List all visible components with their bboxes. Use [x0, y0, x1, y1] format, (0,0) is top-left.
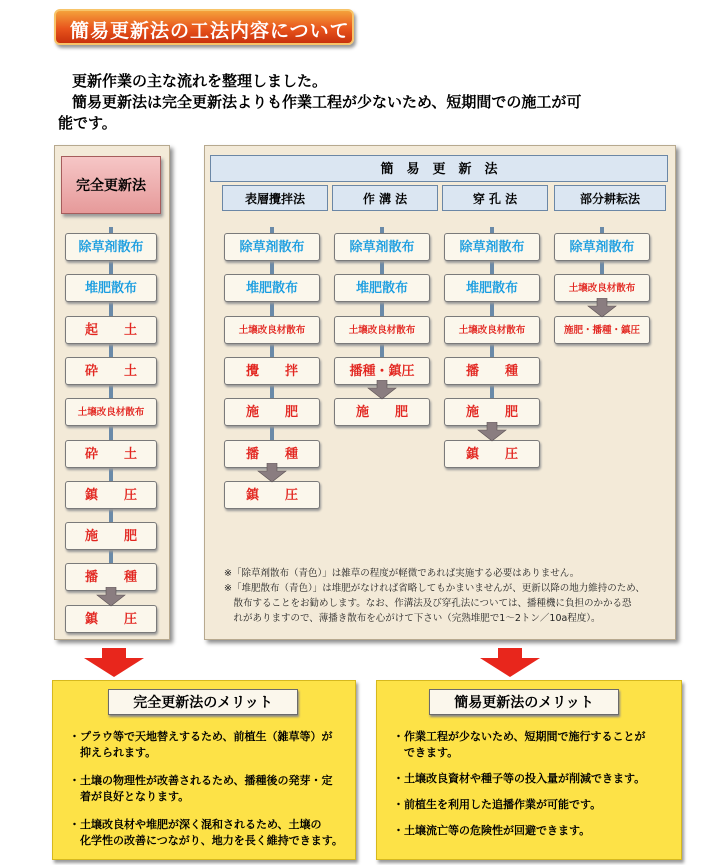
method-3-step: 除草剤散布 [444, 233, 540, 261]
intro-line-3: 能です。 [58, 114, 117, 132]
merit-kani-title: 簡易更新法のメリット [429, 689, 619, 715]
merit-item: ・土壌改良材や堆肥が深く混和されるため、土壌の [69, 818, 322, 831]
method-3-step: 鎮 圧 [444, 440, 540, 468]
flow-arrow-icon [477, 422, 507, 442]
method-1-step: 鎮 圧 [224, 481, 320, 509]
merit-kani-list [393, 729, 646, 839]
page-title: 簡易更新法の工法内容について [70, 20, 350, 42]
method-1-step: 除草剤散布 [224, 233, 320, 261]
merit-item: ・作業工程が少ないため、短期間で施行することが [393, 730, 646, 743]
merit-item: 着が良好となります。 [69, 790, 190, 803]
merit-item: ・土壌流亡等の危険性が回避できます。 [393, 824, 591, 837]
flow-arrow-icon [587, 298, 617, 318]
title-banner [54, 9, 354, 45]
kanzen-step: 堆肥散布 [65, 274, 157, 302]
method-1-step: 施 肥 [224, 398, 320, 426]
intro-line-2: 簡易更新法は完全更新法よりも作業工程が少ないため、短期間での施工が可 [72, 93, 582, 111]
kanzen-step: 鎮 圧 [65, 481, 157, 509]
down-arrow-icon [478, 648, 542, 678]
method-1-step: 播 種 [224, 440, 320, 468]
method-1-step: 土壌改良材散布 [224, 316, 320, 344]
merit-kanzen-title: 完全更新法のメリット [108, 689, 298, 715]
kanzen-step: 播 種 [65, 563, 157, 591]
method-header: 穿 孔 法 [442, 185, 548, 211]
merit-item: できます。 [393, 746, 459, 759]
method-header: 部分耕耘法 [554, 185, 666, 211]
down-arrow-icon [82, 648, 146, 678]
merit-item: 化学性の改善につながり、地力を長く維持できます。 [69, 834, 343, 847]
flow-arrow-icon [367, 380, 397, 400]
method-4-step: 施肥・播種・鎮圧 [554, 316, 650, 344]
merit-kani-panel [376, 680, 682, 860]
flow-arrow-icon [96, 587, 126, 607]
flow-arrow-icon [257, 463, 287, 483]
kanzen-step: 土壌改良材散布 [65, 398, 157, 426]
method-1-step: 堆肥散布 [224, 274, 320, 302]
kanzen-step: 砕 土 [65, 440, 157, 468]
merit-item: 抑えられます。 [69, 746, 157, 759]
method-header: 作 溝 法 [332, 185, 438, 211]
kanzen-step: 鎮 圧 [65, 605, 157, 633]
kani-header: 簡 易 更 新 法 [210, 155, 668, 182]
kanzen-header: 完全更新法 [61, 156, 161, 214]
method-2-step: 播種・鎮圧 [334, 357, 430, 385]
method-2-step: 施 肥 [334, 398, 430, 426]
kanzen-step: 除草剤散布 [65, 233, 157, 261]
method-header: 表層攪拌法 [222, 185, 328, 211]
merit-kanzen-panel [52, 680, 356, 860]
notes-block [224, 566, 644, 626]
merit-item: ・土壌の物理性が改善されるため、播種後の発芽・定 [69, 774, 333, 787]
merit-item: ・前植生を利用した追播作業が可能です。 [393, 798, 602, 811]
note-line: 散布することをお勧めします。なお、作溝法及び穿孔法については、播種機に負担のかかる恐 [224, 598, 632, 609]
kanzen-step: 施 肥 [65, 522, 157, 550]
method-3-step: 土壌改良材散布 [444, 316, 540, 344]
method-3-step: 施 肥 [444, 398, 540, 426]
method-2-step: 堆肥散布 [334, 274, 430, 302]
method-4-step: 土壌改良材散布 [554, 274, 650, 302]
method-3-step: 播 種 [444, 357, 540, 385]
method-1-step: 攪 拌 [224, 357, 320, 385]
kanzen-step: 砕 土 [65, 357, 157, 385]
merit-kanzen-list [69, 729, 343, 849]
kanzen-step: 起 土 [65, 316, 157, 344]
merit-item: ・土壌改良資材や種子等の投入量が削減できます。 [393, 772, 646, 785]
method-4-step: 除草剤散布 [554, 233, 650, 261]
note-line: れがありますので、薄播き散布を心がけて下さい（完熟堆肥で1～2トン／10a程度）。 [224, 613, 601, 624]
note-line: ※「除草剤散布（青色）」は雑草の程度が軽微であれば実施する必要はありません。 [224, 568, 580, 579]
intro-line-1: 更新作業の主な流れを整理しました。 [72, 72, 328, 90]
method-2-step: 土壌改良材散布 [334, 316, 430, 344]
note-line: ※「堆肥散布（青色）」は堆肥がなければ省略してもかまいませんが、更新以降の地力維持のため、 [224, 583, 645, 594]
method-2-step: 除草剤散布 [334, 233, 430, 261]
merit-item: ・プラウ等で天地替えするため、前植生（雑草等）が [69, 730, 333, 743]
method-3-step: 堆肥散布 [444, 274, 540, 302]
